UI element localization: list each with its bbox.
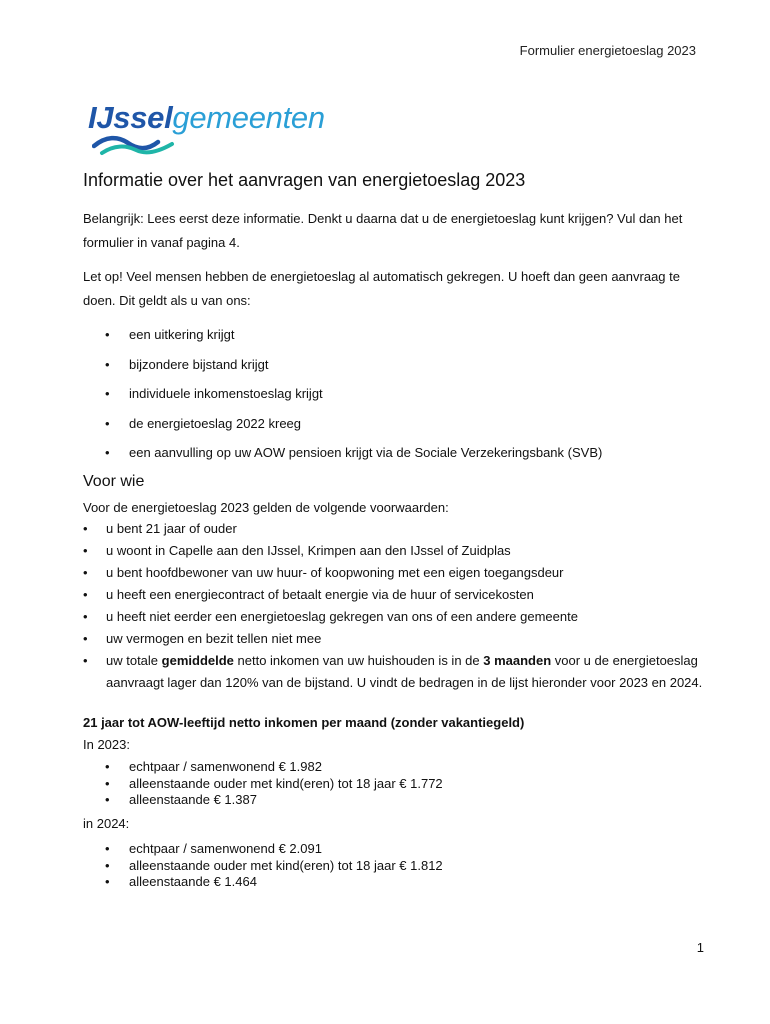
bullet-icon: • (105, 775, 110, 791)
intro-paragraph: Belangrijk: Lees eerst deze informatie. Denkt u daarna dat u de energietoeslag kunt krijgen? Vul dan het formulier in vanaf pagina 4. (83, 211, 683, 250)
bullet-icon: • (105, 327, 110, 342)
income-text-part2: netto inkomen van uw huishouden is in de (233, 653, 484, 668)
list-item-text: u heeft niet eerder een energietoeslag gekregen van ons of een andere gemeente (106, 609, 578, 624)
list-item (83, 584, 718, 606)
income-table-heading: 21 jaar tot AOW-leeftijd netto inkomen per maand (zonder vakantiegeld) (83, 715, 525, 730)
list-item (83, 562, 718, 584)
list-item-income-condition (83, 650, 718, 694)
bullet-icon: • (83, 609, 88, 624)
list-item (83, 416, 602, 446)
bullet-icon: • (83, 587, 88, 602)
income-text-bold-months: 3 maanden (483, 653, 552, 668)
notice-paragraph: Let op! Veel mensen hebben de energietoeslag al automatisch gekregen. U hoeft dan geen aanvraag te doen. Dit geldt als u van ons: (83, 269, 680, 308)
list-item-text: de energietoeslag 2022 kreeg (129, 415, 302, 431)
automatic-recipients-list (83, 327, 602, 475)
bullet-icon: • (83, 543, 88, 558)
list-item (83, 776, 443, 793)
income-2024-list (83, 841, 443, 891)
list-item (83, 858, 443, 875)
list-item (83, 445, 602, 475)
conditions-list (83, 518, 718, 694)
bullet-icon: • (105, 415, 110, 431)
document-title: Formulier energietoeslag 2023 (519, 43, 696, 58)
logo-wordmark-part2: gemeenten (172, 100, 325, 135)
list-item-text: echtpaar / samenwonend € 2.091 (129, 841, 322, 856)
list-item (83, 357, 602, 387)
bullet-icon: • (83, 631, 88, 646)
logo-wordmark-part1: IJssel (88, 100, 173, 135)
list-item-text: alleenstaande € 1.464 (129, 874, 257, 889)
bullet-icon: • (105, 356, 110, 372)
income-text-part3: voor u de energietoeslag aanvraagt lager dan 120% van de bijstand. U vindt de bedragen in de lijst hieronder voor 2023 en 2024. (106, 653, 703, 690)
year-2023-label: In 2023: (83, 737, 130, 752)
list-item-text: individuele inkomenstoeslag krijgt (129, 386, 323, 401)
list-item-text: uw vermogen en bezit tellen niet mee (106, 631, 322, 646)
list-item (83, 327, 602, 357)
voor-wie-intro: Voor de energietoeslag 2023 gelden de volgende voorwaarden: (83, 500, 449, 515)
bullet-icon: • (83, 521, 88, 536)
list-item-text: u heeft een energiecontract of betaalt energie via de huur of servicekosten (106, 587, 534, 602)
income-text-bold-average: gemiddelde (161, 653, 234, 668)
list-item-text: bijzondere bijstand krijgt (129, 356, 269, 372)
list-item-text: een aanvulling op uw AOW pensioen krijgt via de Sociale Verzekeringsbank (SVB) (129, 445, 603, 460)
list-item (83, 841, 443, 858)
page-heading: Informatie over het aanvragen van energietoeslag 2023 (83, 170, 526, 190)
voor-wie-heading: Voor wie (83, 473, 145, 490)
list-item-text: echtpaar / samenwonend € 1.982 (129, 759, 322, 774)
bullet-icon: • (105, 386, 110, 401)
list-item (83, 874, 443, 891)
income-text-part1: uw totale (106, 653, 162, 668)
year-2024-label: in 2024: (83, 816, 130, 831)
bullet-icon: • (105, 874, 110, 889)
list-item (83, 628, 718, 650)
list-item (83, 606, 718, 628)
income-2023-list (83, 759, 443, 809)
list-item-text: alleenstaande ouder met kind(eren) tot 18 jaar € 1.772 (129, 775, 443, 791)
list-item (83, 759, 443, 776)
list-item-text: alleenstaande € 1.387 (129, 792, 257, 807)
list-item (83, 540, 718, 562)
bullet-icon: • (105, 841, 110, 856)
bullet-icon: • (83, 565, 88, 580)
bullet-icon: • (83, 653, 88, 668)
logo-waves-icon (92, 132, 184, 156)
bullet-icon: • (105, 857, 110, 873)
bullet-icon: • (105, 759, 110, 774)
logo-wordmark (88, 100, 325, 136)
list-item-text: alleenstaande ouder met kind(eren) tot 18 jaar € 1.812 (129, 857, 443, 873)
bullet-icon: • (105, 792, 110, 807)
list-item-text: u woont in Capelle aan den IJssel, Krimpen aan den IJssel of Zuidplas (106, 543, 511, 558)
bullet-icon: • (105, 445, 110, 460)
list-item-text: u bent 21 jaar of ouder (106, 521, 237, 536)
list-item (83, 386, 602, 416)
ijsselgemeenten-logo (88, 100, 348, 158)
page-number: 1 (696, 940, 704, 955)
list-item-text: u bent hoofdbewoner van uw huur- of koopwoning met een eigen toegangsdeur (106, 565, 564, 580)
list-item (83, 518, 718, 540)
list-item-text: een uitkering krijgt (129, 327, 235, 342)
list-item (83, 792, 443, 809)
